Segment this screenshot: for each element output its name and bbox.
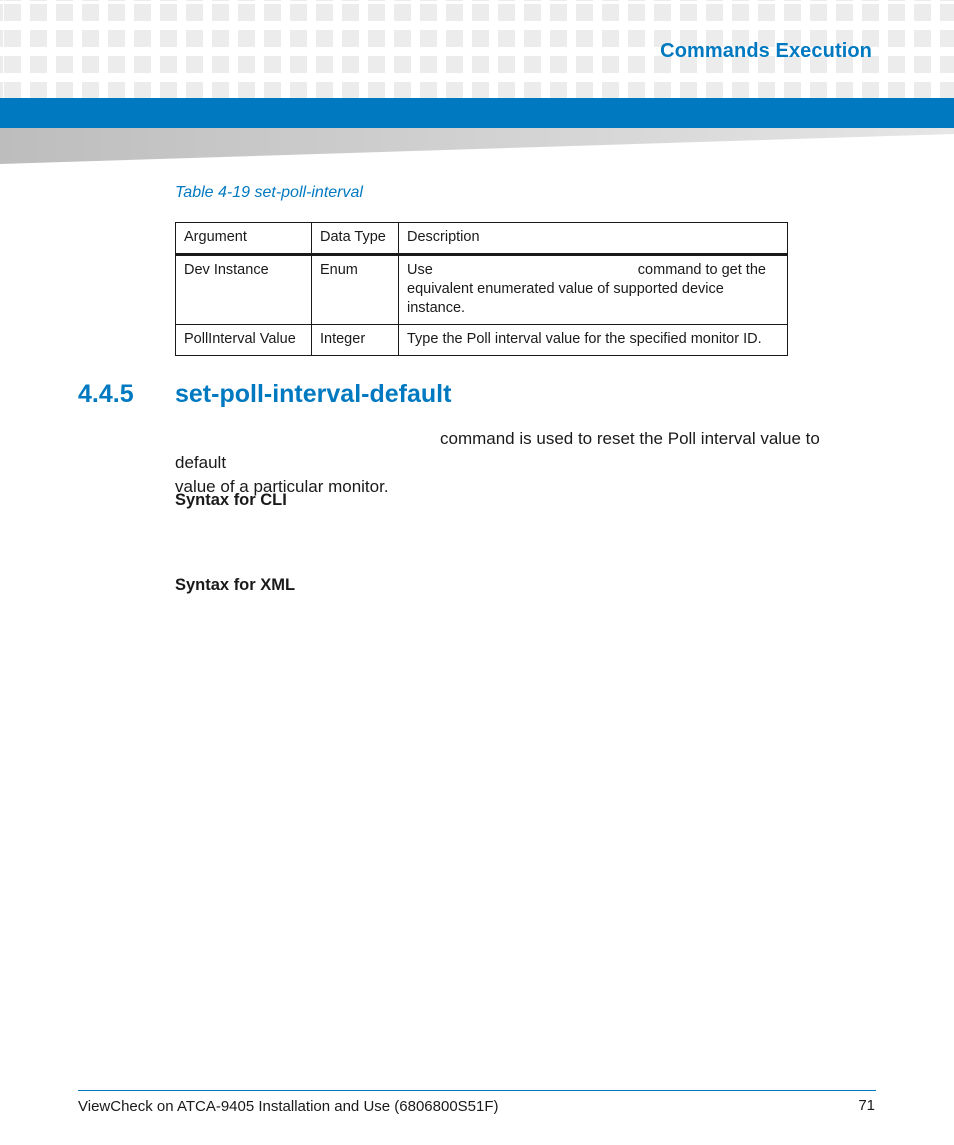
syntax-xml-heading: Syntax for XML <box>175 576 296 594</box>
header-blue-band <box>0 98 954 128</box>
syntax-cli-heading: Syntax for CLI <box>175 491 287 509</box>
running-header-title: Commands Execution <box>660 40 872 62</box>
description-suffix: command to get the equivalent enumerated value of supported device instance. <box>407 262 766 316</box>
body-line-1: command is used to reset the Poll interval value to default <box>175 429 820 472</box>
table-caption: Table 4-19 set-poll-interval <box>175 184 363 201</box>
column-header-data-type: Data Type <box>312 223 399 255</box>
cell-data-type: Integer <box>312 325 399 356</box>
footer-rule <box>78 1090 876 1091</box>
cell-description: Type the Poll interval value for the specified monitor ID. <box>399 325 788 356</box>
cell-argument: PollInterval Value <box>176 325 312 356</box>
cell-data-type: Enum <box>312 255 399 325</box>
footer-page-number: 71 <box>858 1097 875 1114</box>
column-header-description: Description <box>399 223 788 255</box>
footer-document-title: ViewCheck on ATCA-9405 Installation and Use (6806800S51F) <box>78 1098 499 1115</box>
table-header-row <box>176 223 788 255</box>
cell-argument: Dev Instance <box>176 255 312 325</box>
column-header-argument: Argument <box>176 223 312 255</box>
cell-description <box>399 255 788 325</box>
table-row <box>176 325 788 356</box>
arguments-table <box>175 222 788 356</box>
section-body-paragraph <box>175 427 875 499</box>
section-title: set-poll-interval-default <box>175 380 452 408</box>
header-gray-wedge <box>0 128 954 164</box>
section-heading <box>78 380 451 409</box>
section-number: 4.4.5 <box>78 380 134 408</box>
table-row <box>176 255 788 325</box>
description-prefix: Use <box>407 262 433 278</box>
body-line-2: value of a particular monitor. <box>175 477 389 496</box>
